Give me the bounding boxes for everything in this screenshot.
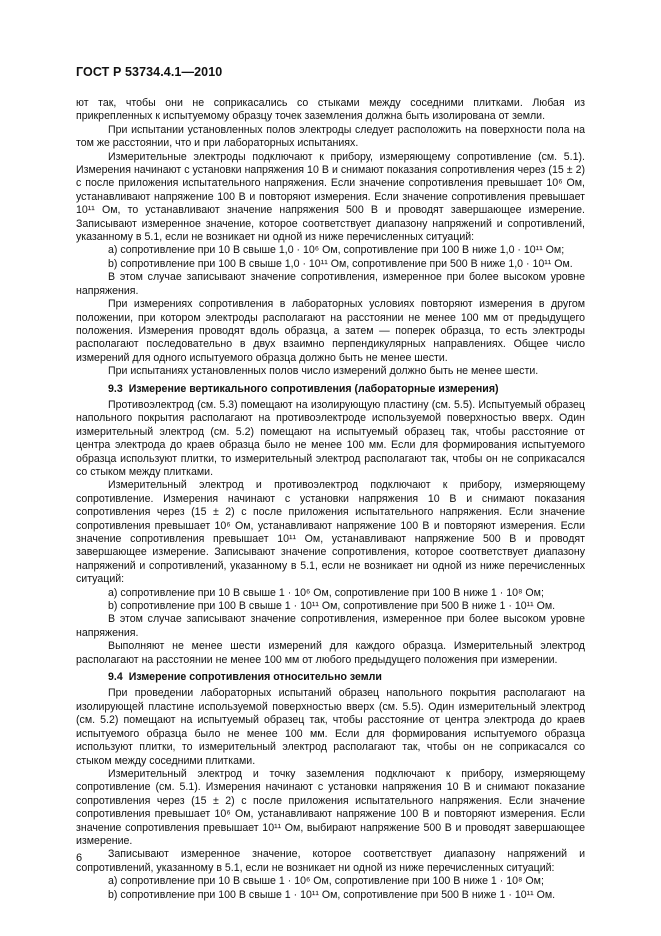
paragraph: При измерениях сопротивления в лабораторных условиях повторяют измерения в другом положении, при котором электроды располагают на расстоянии не менее 100 мм от предыдущего положения. Измерения проводят вдоль образца, а затем — поперек образца, то есть электроды располагают последовательно в двух взаимно перпендикулярных направлениях. Общее число измерений для одного испытуемого образца должно быть не менее шести. — [76, 298, 585, 364]
paragraph: ют так, чтобы они не соприкасались со стыками между соседними плитками. Любая из прикрепленных к испытуемому образцу точек заземления должна быть изолирована от земли. — [76, 97, 585, 123]
list-item: b) сопротивление при 100 В свыше 1 · 10¹¹ Ом, сопротивление при 500 В ниже 1 · 10¹¹ Ом. — [108, 600, 556, 613]
paragraph: Противоэлектрод (см. 5.3) помещают на изолирующую пластину (см. 5.5). Испытуемый образец напольного покрытия располагают на противоэлектроде используемой поверхностью вверх. Один измерительный электрод (см. 5.2) помещают на испытуемый образец так, чтобы расстояние от центра электрода до краев образца было не менее 100 мм. Если для формирования испытуемого образца используют плитки, то измерительный электрод располагают так, чтобы он не соприкасался со стыком между плитками. — [76, 398, 585, 478]
section-number: 9.3 — [108, 382, 123, 395]
section-number: 9.4 — [108, 671, 123, 684]
paragraph: Выполняют не менее шести измерений для каждого образца. Измерительный электрод располагают на расстоянии не менее 100 мм от любого предыдущего положения при измерении. — [76, 640, 585, 666]
page-number: 6 — [76, 852, 83, 864]
paragraph: При испытаниях установленных полов число измерений должно быть не менее шести. — [108, 365, 539, 378]
document-body — [76, 97, 585, 902]
section-title: Измерение сопротивления относительно земли — [128, 671, 382, 684]
paragraph: В этом случае записывают значение сопротивления, измеренное при более высоком уровне напряжения. — [76, 613, 585, 639]
list-item: b) сопротивление при 100 В свыше 1 · 10¹¹ Ом, сопротивление при 500 В ниже 1 · 10¹¹ Ом. — [108, 888, 556, 901]
section-heading — [76, 383, 585, 396]
list-item: a) сопротивление при 10 В свыше 1 · 10⁶ Ом, сопротивление при 100 В ниже 1 · 10⁸ Ом; — [108, 875, 544, 888]
paragraph: Измерительные электроды подключают к прибору, измеряющему сопротивление (см. 5.1). Измерения начинают с установки напряжения 10 В и снимают показания сопротивления через (15 ± 2) с после приложения испытательного напряжения. Если значение сопротивления превышает 10⁶ Ом, устанавливают напряжение 100 В и повторяют измерения. Если значение сопротивления превышает 10¹¹ Ом, то устанавливают значение напряжения 500 В и проводят завершающее измерение. Записывают измеренное значение, которое соответствует диапазону напряжений и сопротивлений, указанному в 5.1, если не возникает ни одной из ниже перечисленных ситуаций: — [76, 150, 585, 244]
list-item: b) сопротивление при 100 В свыше 1,0 · 10¹¹ Ом, сопротивление при 500 В ниже 1,0 · 10¹¹ Ом. — [108, 257, 573, 270]
list-item: a) сопротивление при 10 В свыше 1 · 10⁶ Ом, сопротивление при 100 В ниже 1 · 10⁸ Ом; — [108, 586, 544, 599]
paragraph: Измерительный электрод и точку заземления подключают к прибору, измеряющему сопротивление (см. 5.1). Измерения начинают с установки напряжения 10 В и снимают показание сопротивления через (15 ± 2) с после приложения испытательного напряжения. Если значение сопротивления превышает 10⁶ Ом, устанавливают напряжение 100 В и повторяют измерения. Если значение сопротивления превышает 10¹¹ Ом, выбирают напряжение 500 В и проводят завершающее измерение. — [76, 767, 585, 847]
paragraph: При проведении лабораторных испытаний образец напольного покрытия располагают на изолирующей пластине используемой поверхностью вверх (см. 5.5). Один измерительный электрод (см. 5.2) помещают на испытуемый образец так, чтобы расстояние от центра электрода до краев испытуемого образца было не менее 100 мм. Если для формирования испытуемого образца используют плитки, то измерительный электрод располагают так, чтобы он не соприкасался со стыком между соседними плитками. — [76, 687, 585, 767]
paragraph: Измерительный электрод и противоэлектрод подключают к прибору, измеряющему сопротивление. Измерения начинают с установки напряжения 10 В и снимают показания сопротивления через (15 ± 2) с после приложения испытательного напряжения. Если значение сопротивления превышает 10⁶ Ом, устанавливают напряжение 100 В и повторяют измерения. Если значение сопротивления превышает 10¹¹ Ом, устанавливают напряжение 500 В и проводят завершающее измерение. Записывают значение сопротивления, которое соответствует диапазону напряжений и сопротивлений, указанному в 5.1, если не возникает ни одной из ниже перечисленных ситуаций: — [76, 479, 585, 586]
list-item: a) сопротивление при 10 В свыше 1,0 · 10⁶ Ом, сопротивление при 100 В ниже 1,0 · 10¹¹ Ом; — [108, 244, 565, 257]
section-heading — [76, 671, 585, 684]
paragraph: Записывают измеренное значение, которое соответствует диапазону напряжений и сопротивлений, указанному в 5.1, если не возникает ни одной из ниже перечисленных ситуаций: — [76, 848, 585, 874]
section-title: Измерение вертикального сопротивления (лабораторные измерения) — [128, 382, 499, 395]
paragraph: В этом случае записывают значение сопротивления, измеренное при более высоком уровне напряжения. — [76, 271, 585, 297]
document-header: ГОСТ Р 53734.4.1—2010 — [76, 65, 223, 79]
paragraph: При испытании установленных полов электроды следует расположить на поверхности пола на том же расстоянии, что и при лабораторных испытаниях. — [76, 123, 585, 150]
